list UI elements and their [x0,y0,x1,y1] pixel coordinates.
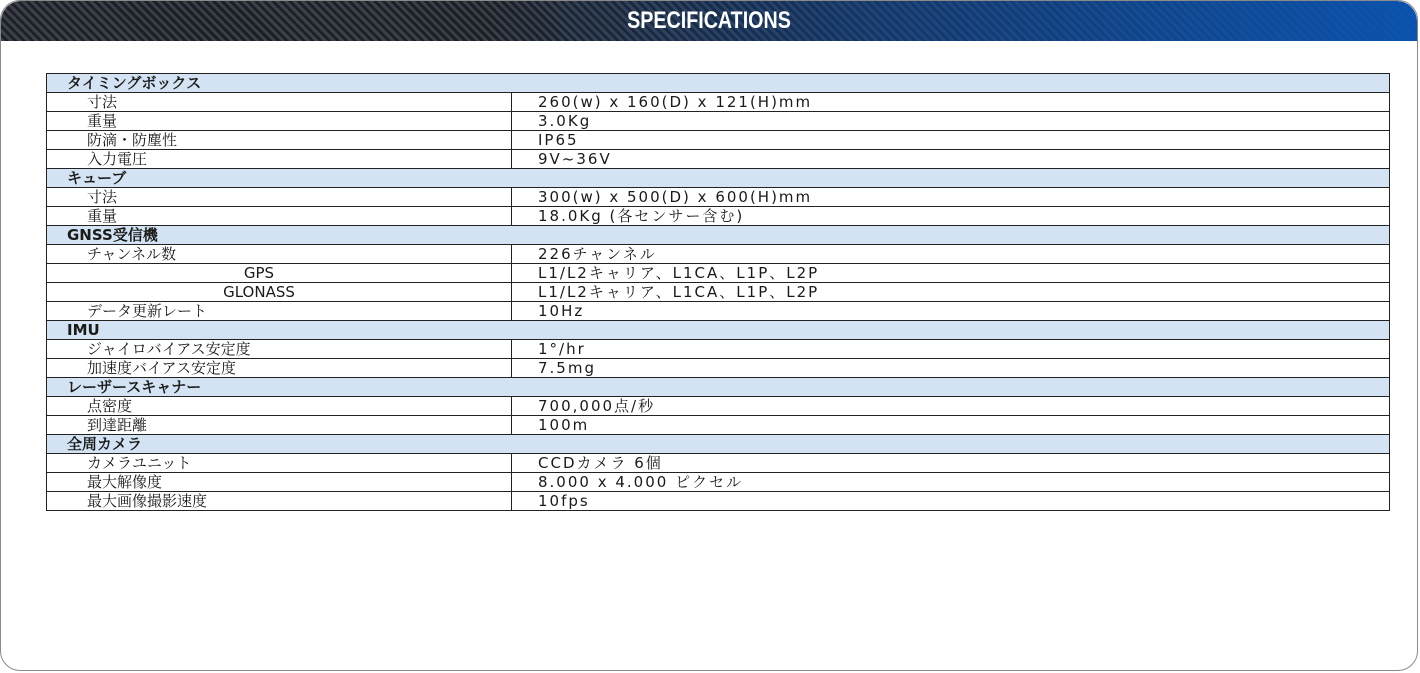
spec-value: L1/L2キャリア、L1CA、L1P、L2P [512,264,1390,283]
table-row [47,454,1390,473]
spec-value: 10fps [512,492,1390,511]
spec-label: 最大画像撮影速度 [47,492,512,511]
spec-label: 寸法 [47,93,512,112]
section-title: レーザースキャナー [47,378,1390,397]
table-row [47,473,1390,492]
table-row [47,416,1390,435]
spec-value: 260(w) x 160(D) x 121(H)mm [512,93,1390,112]
header-banner [1,1,1417,41]
table-row [47,245,1390,264]
spec-label: 点密度 [47,397,512,416]
spec-value: 18.0Kg (各センサー含む) [512,207,1390,226]
spec-value: L1/L2キャリア、L1CA、L1P、L2P [512,283,1390,302]
spec-value: 1°/hr [512,340,1390,359]
table-row [47,112,1390,131]
section-title: 全周カメラ [47,435,1390,454]
spec-table-body [47,74,1390,511]
spec-value: 8.000 x 4.000 ピクセル [512,473,1390,492]
spec-table [46,73,1390,511]
section-title: GNSS受信機 [47,226,1390,245]
table-row [47,359,1390,378]
section-header-row [47,435,1390,454]
spec-label: データ更新レート [47,302,512,321]
spec-label: 重量 [47,207,512,226]
section-header-row [47,74,1390,93]
spec-label: 最大解像度 [47,473,512,492]
spec-value: CCDカメラ 6個 [512,454,1390,473]
spec-value: 300(w) x 500(D) x 600(H)mm [512,188,1390,207]
section-header-row [47,378,1390,397]
spec-label: GLONASS [47,283,512,302]
spec-label: カメラユニット [47,454,512,473]
spec-value: 700,000点/秒 [512,397,1390,416]
spec-value: 7.5mg [512,359,1390,378]
spec-value: 3.0Kg [512,112,1390,131]
section-header-row [47,169,1390,188]
spec-label: 入力電圧 [47,150,512,169]
spec-label: ジャイロバイアス安定度 [47,340,512,359]
table-row [47,207,1390,226]
table-row [47,188,1390,207]
section-title: タイミングボックス [47,74,1390,93]
spec-label: チャンネル数 [47,245,512,264]
spec-value: 226チャンネル [512,245,1390,264]
page-title: SPECIFICATIONS [627,7,791,34]
table-row [47,264,1390,283]
spec-label: 寸法 [47,188,512,207]
section-title: IMU [47,321,1390,340]
spec-label: 重量 [47,112,512,131]
table-row [47,93,1390,112]
spec-label: 加速度バイアス安定度 [47,359,512,378]
table-row [47,150,1390,169]
spec-label: 防滴・防塵性 [47,131,512,150]
spec-value: 10Hz [512,302,1390,321]
spec-label: 到達距離 [47,416,512,435]
spec-label: GPS [47,264,512,283]
spec-value: 9V~36V [512,150,1390,169]
section-title: キューブ [47,169,1390,188]
table-row [47,397,1390,416]
spec-value: 100m [512,416,1390,435]
table-row [47,302,1390,321]
section-header-row [47,226,1390,245]
section-header-row [47,321,1390,340]
table-row [47,340,1390,359]
table-row [47,492,1390,511]
table-row [47,283,1390,302]
spec-value: IP65 [512,131,1390,150]
table-row [47,131,1390,150]
